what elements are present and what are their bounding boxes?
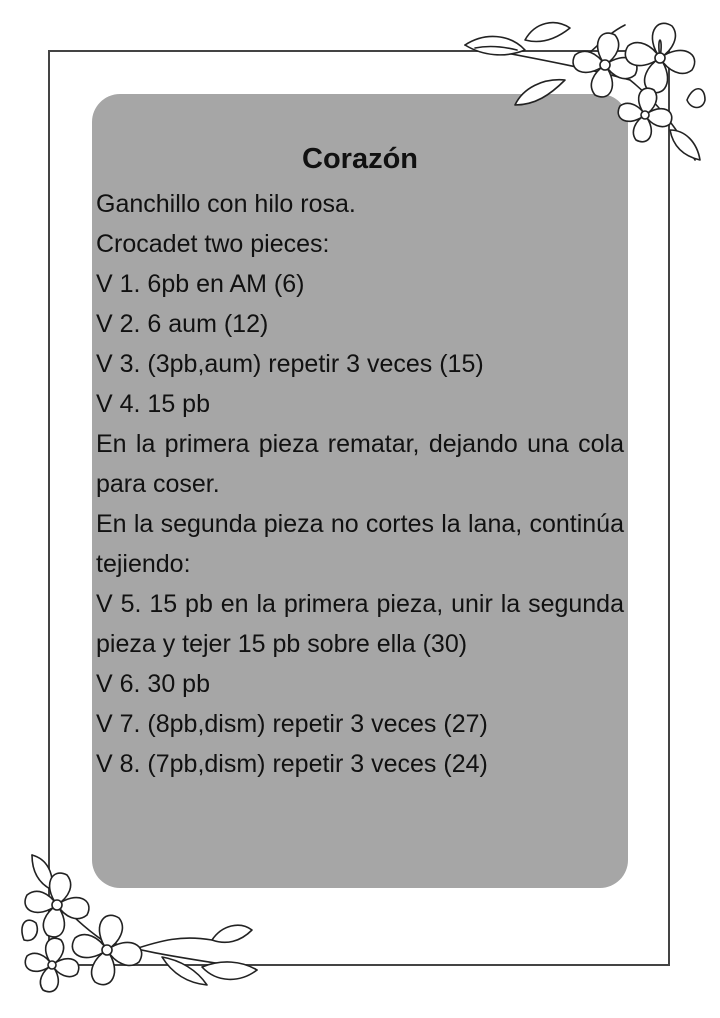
instruction-line: En la segunda pieza no cortes la lana, continúa tejiendo: xyxy=(96,510,624,578)
instruction-line: Crocadet two pieces: xyxy=(96,230,330,258)
page-title: Corazón xyxy=(302,143,418,175)
instruction-line: V 5. 15 pb en la primera pieza, unir la segunda pieza y tejer 15 pb sobre ella (30) xyxy=(96,590,624,658)
pattern-instructions xyxy=(96,184,624,784)
floral-corner-icon xyxy=(12,845,267,1005)
floral-corner-icon xyxy=(455,10,710,170)
instruction-line: V 2. 6 aum (12) xyxy=(96,310,269,338)
instruction-line: Ganchillo con hilo rosa. xyxy=(96,190,356,218)
instruction-line: V 8. (7pb,dism) repetir 3 veces (24) xyxy=(96,750,488,778)
instruction-line: V 6. 30 pb xyxy=(96,670,210,698)
instruction-line: V 4. 15 pb xyxy=(96,390,210,418)
instruction-line: V 1. 6pb en AM (6) xyxy=(96,270,305,298)
instruction-line: En la primera pieza rematar, dejando una cola para coser. xyxy=(96,430,624,498)
instruction-line: V 7. (8pb,dism) repetir 3 veces (27) xyxy=(96,710,488,738)
instruction-line: V 3. (3pb,aum) repetir 3 veces (15) xyxy=(96,350,484,378)
